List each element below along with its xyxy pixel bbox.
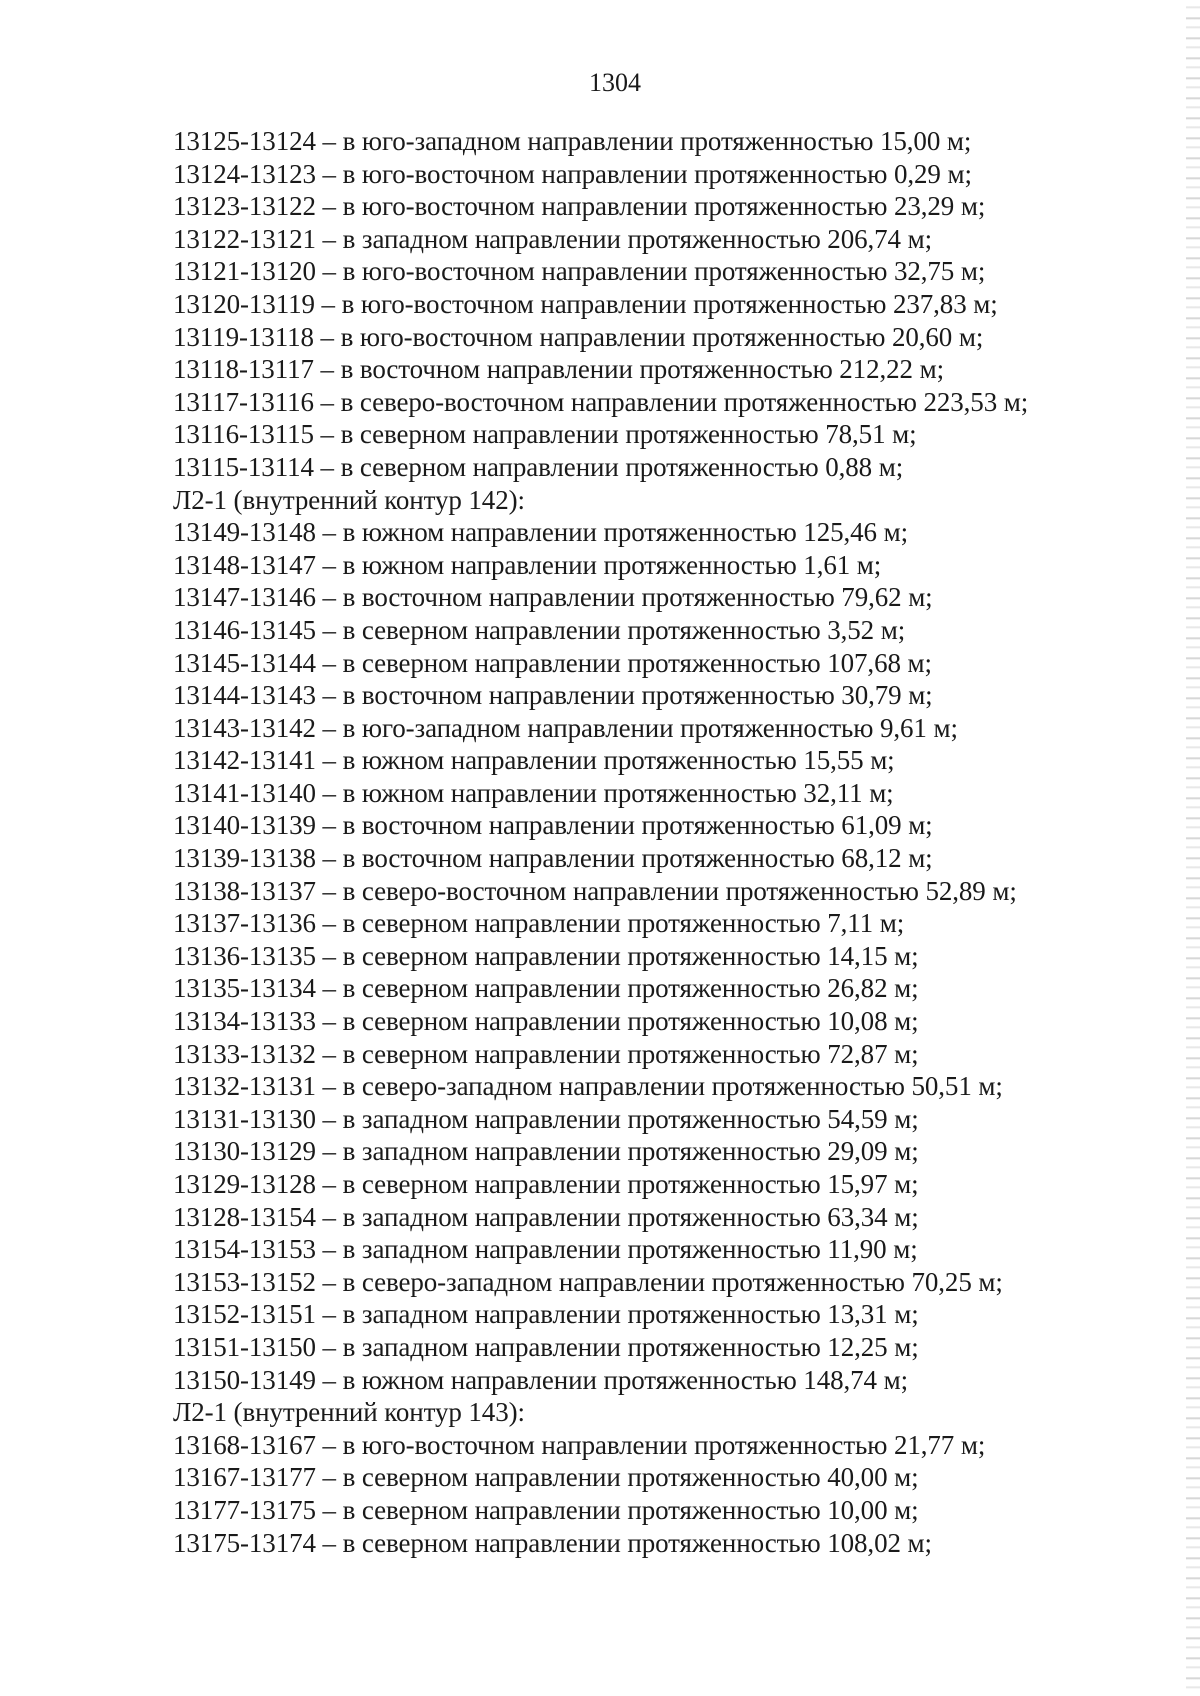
text-line: 13128-13154 – в западном направлении протяженностью 63,34 м;	[173, 1201, 919, 1232]
text-line: 13130-13129 – в западном направлении протяженностью 29,09 м;	[173, 1136, 919, 1167]
text-line: 13134-13133 – в северном направлении протяженностью 10,08 м;	[173, 1006, 919, 1037]
text-line: 13131-13130 – в западном направлении протяженностью 54,59 м;	[173, 1103, 919, 1134]
text-line: 13115-13114 – в северном направлении протяженностью 0,88 м;	[173, 451, 904, 482]
text-line: 13147-13146 – в восточном направлении протяженностью 79,62 м;	[173, 582, 933, 613]
text-line: 13154-13153 – в западном направлении протяженностью 11,90 м;	[173, 1234, 918, 1265]
text-line: 13143-13142 – в юго-западном направлении протяженностью 9,61 м;	[173, 712, 958, 743]
text-line: 13117-13116 – в северо-восточном направлении протяженностью 223,53 м;	[173, 386, 1029, 417]
text-line: 13121-13120 – в юго-восточном направлении протяженностью 32,75 м;	[173, 256, 986, 287]
text-line: 13146-13145 – в северном направлении протяженностью 3,52 м;	[173, 614, 906, 645]
text-line: 13148-13147 – в южном направлении протяженностью 1,61 м;	[173, 549, 882, 580]
text-line: 13144-13143 – в восточном направлении протяженностью 30,79 м;	[173, 680, 933, 711]
text-line: 13135-13134 – в северном направлении протяженностью 26,82 м;	[173, 973, 919, 1004]
scan-edge-artifact	[1186, 0, 1200, 1696]
boundary-description-list	[173, 125, 1173, 1559]
text-line: 13175-13174 – в северном направлении протяженностью 108,02 м;	[173, 1527, 932, 1558]
text-line: 13125-13124 – в юго-западном направлении протяженностью 15,00 м;	[173, 126, 972, 156]
text-line: 13118-13117 – в восточном направлении протяженностью 212,22 м;	[173, 354, 944, 385]
text-line: 13116-13115 – в северном направлении протяженностью 78,51 м;	[173, 419, 917, 450]
text-line: Л2-1 (внутренний контур 143):	[173, 1397, 525, 1428]
text-line: 13141-13140 – в южном направлении протяженностью 32,11 м;	[173, 777, 894, 808]
page-number: 1304	[589, 68, 641, 97]
text-line: 13132-13131 – в северо-западном направлении протяженностью 50,51 м;	[173, 1071, 1003, 1102]
text-line: 13139-13138 – в восточном направлении протяженностью 68,12 м;	[173, 843, 933, 874]
text-line: 13150-13149 – в южном направлении протяженностью 148,74 м;	[173, 1364, 908, 1395]
text-line: 13177-13175 – в северном направлении протяженностью 10,00 м;	[173, 1494, 919, 1525]
text-line: 13149-13148 – в южном направлении протяженностью 125,46 м;	[173, 517, 908, 548]
text-line: 13119-13118 – в юго-восточном направлении протяженностью 20,60 м;	[173, 321, 984, 352]
text-line: 13123-13122 – в юго-восточном направлении протяженностью 23,29 м;	[173, 191, 986, 222]
text-line: 13140-13139 – в восточном направлении протяженностью 61,09 м;	[173, 810, 933, 841]
text-line: 13168-13167 – в юго-восточном направлении протяженностью 21,77 м;	[173, 1429, 986, 1460]
text-line: 13152-13151 – в западном направлении протяженностью 13,31 м;	[173, 1299, 919, 1330]
text-line: 13167-13177 – в северном направлении протяженностью 40,00 м;	[173, 1462, 919, 1493]
text-line: 13142-13141 – в южном направлении протяженностью 15,55 м;	[173, 745, 895, 776]
text-line: Л2-1 (внутренний контур 142):	[173, 484, 525, 515]
text-line: 13153-13152 – в северо-западном направлении протяженностью 70,25 м;	[173, 1266, 1003, 1297]
text-line: 13124-13123 – в юго-восточном направлении протяженностью 0,29 м;	[173, 158, 972, 189]
text-line: 13133-13132 – в северном направлении протяженностью 72,87 м;	[173, 1038, 919, 1069]
text-line: 13137-13136 – в северном направлении протяженностью 7,11 м;	[173, 908, 905, 939]
text-line: 13145-13144 – в северном направлении протяженностью 107,68 м;	[173, 647, 932, 678]
text-line: 13136-13135 – в северном направлении протяженностью 14,15 м;	[173, 940, 919, 971]
text-line: 13129-13128 – в северном направлении протяженностью 15,97 м;	[173, 1169, 919, 1199]
text-line: 13120-13119 – в юго-восточном направлении протяженностью 237,83 м;	[173, 288, 998, 319]
text-line: 13151-13150 – в западном направлении протяженностью 12,25 м;	[173, 1331, 919, 1362]
text-line: 13122-13121 – в западном направлении протяженностью 206,74 м;	[173, 223, 932, 254]
text-line: 13138-13137 – в северо-восточном направлении протяженностью 52,89 м;	[173, 875, 1017, 906]
